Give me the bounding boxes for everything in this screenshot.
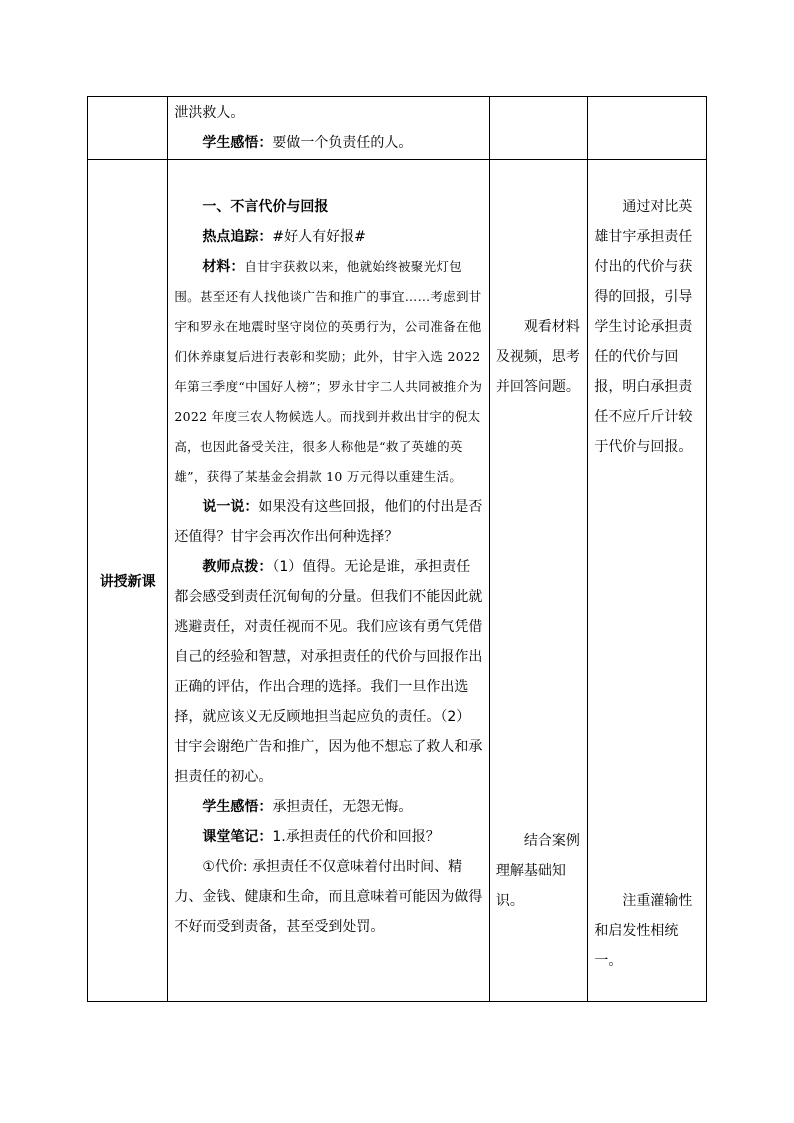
content-cell: [168, 160, 490, 1002]
student-activity-cell: [489, 97, 587, 160]
content-line: 泄洪救人。: [174, 105, 245, 121]
student-activity-1: 观看材料及视频，思考并回答问题。: [495, 319, 580, 395]
student-feeling: [174, 792, 483, 822]
stage-cell: [88, 97, 168, 160]
design-intent-1: 通过对比英雄甘宇承担责任付出的代价与获得的回报，引导学生讨论承担责任的代价与回报，明白承担责任不应斤斤计较于代价与回报。: [594, 199, 693, 455]
table-row: [88, 97, 707, 160]
class-notes: [174, 822, 483, 852]
student-feeling: [174, 128, 483, 158]
feeling-label: 学生感悟：: [202, 799, 273, 815]
lesson-plan-table: [87, 96, 707, 1002]
section-heading: 一、不言代价与回报: [202, 199, 329, 215]
teacher-label: 教师点拨：: [202, 559, 273, 575]
feeling-text: 承担责任，无怨无悔。: [272, 799, 413, 815]
table-row: [88, 160, 707, 1002]
design-intent-cell: [588, 160, 707, 1002]
feeling-text: 要做一个负责任的人。: [272, 135, 413, 151]
notes-label: 课堂笔记：: [202, 829, 273, 845]
design-intent-cell: [588, 97, 707, 160]
cost-explanation: ①代价: 承担责任不仅意味着付出时间、精力、金钱、健康和生命，而且意味着可能因为做得不好而受到责备，甚至受到处罚。: [174, 859, 483, 935]
say-label: 说一说：: [202, 499, 259, 515]
student-activity-2: 结合案例理解基础知识。: [495, 833, 580, 909]
hotspot-text: #好人有好报#: [272, 229, 366, 245]
feeling-label: 学生感悟：: [202, 135, 273, 151]
stage-cell: [88, 160, 168, 1002]
material: [174, 252, 483, 492]
design-intent-2: 注重灌输性和启发性相统一。: [594, 893, 693, 969]
say-text: 如果没有这些回报，他们的付出是否还值得？甘宇会再次作出何种选择？: [174, 499, 483, 545]
say-prompt: [174, 492, 483, 552]
content-cell: [168, 97, 490, 160]
teacher-guidance: [174, 552, 483, 792]
teacher-text: （1）值得。无论是谁，承担责任都会感受到责任沉甸甸的分量。但我们不能因此就逃避责任，对责任视而不见。我们应该有勇气凭借自己的经验和智慧，对承担责任的代价与回报作出正确的评估，作出合理的选择。我们一旦作出选择，就应该义无反顾地担当起应负的责任。（2）甘宇会谢绝广告和推广，因为他不想忘了救人和承担责任的初心。: [174, 559, 483, 785]
stage-label: 讲授新课: [99, 573, 156, 590]
notes-text: 1.承担责任的代价和回报？: [272, 829, 440, 845]
student-activity-cell: [489, 160, 587, 1002]
hotspot-label: 热点追踪：: [202, 229, 273, 245]
material-label: 材料：: [202, 259, 245, 275]
material-text: 自甘宇获救以来，他就始终被聚光灯包围。甚至还有人找他谈广告和推广的事宜……考虑到甘宇和罗永在地震时坚守岗位的英勇行为，公司准备在他们休养康复后进行表彰和奖励；此外，甘宇入选 2022 年第三季度“中国好人榜”；罗永甘宇二人共同被推介为 2022 年度三农人物候选人。而找到并救出甘宇的倪太高，也因此备受关注，很多人称他是“救了英雄的英雄”，获得了某基金会捐款 10 万元得以重建生活。: [174, 259, 483, 484]
hotspot: [174, 222, 483, 252]
